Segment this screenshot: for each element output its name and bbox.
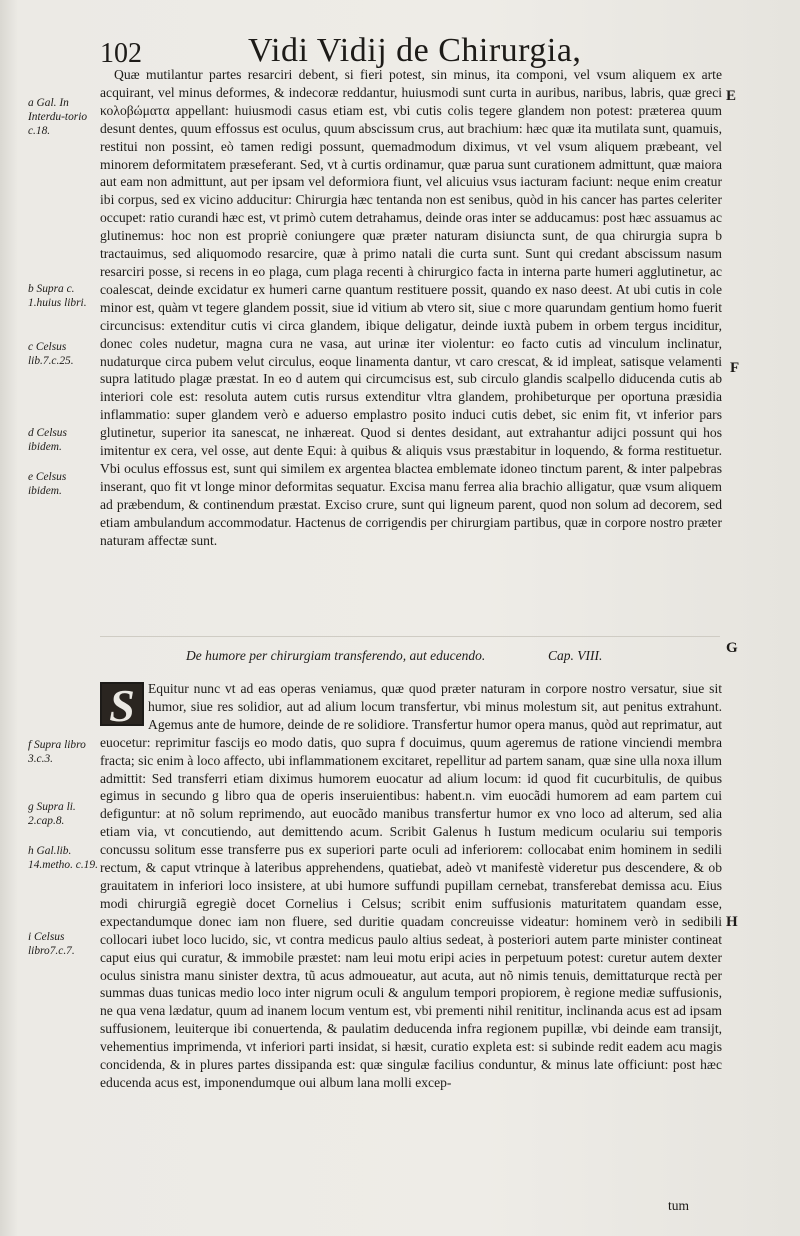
chapter-title: De humore per chirurgiam transferendo, aut educendo.: [186, 648, 486, 663]
page-number: 102: [100, 38, 142, 69]
paragraph-mutilated-parts: Quæ mutilantur partes resarciri debent, si fieri potest, sin minus, ita componi, vel vsum aliquem ex arte acquirant, vel minus deformes, & indecoræ reddantur, huiusmodi sunt curta in auribus, naribus, labris, quæ greci κολοβώματα appellant: huiusmodi casus etiam est, vbi cutis colis tegere glandem non potest: præterea quum desunt dentes, quum effossus est oculus, quum abscissum crus, aut brachium: hæc quæ ita mutilata sunt, quamuis, restitui non possint, eò tamen redigi possunt, quemadmodum diximus, vt vel vsum aliquem præbeant, vel minorem deformitatem præseferant. Sed, vt à curtis ordinamur, quæ parua sunt curationem admittunt, quæ maiora aut eam non admittunt, aut per ipsam vel deformiora fiunt, vel alicuius vsus iacturam faciunt: neque enim creatur ibi corpus, sed ex vicino adducitur: Chirurgia hæc tentanda non est senibus, quòd in his cancer has partes celeriter occupet: ratio curandi hæc est, vt primò cutem detrahamus, deinde oras inter se adducamus: post hæc assuamus ac glutinemus: hoc non est propriè coniungere quæ præter naturam disiuncta sunt, de qua chirurgia supra b tractauimus, sed aliquomodo resarcire, quæ à primo natali die curta sunt. Sunt qui credant abscissum nasum resarciri posse, si recens in eo plaga, cum plaga recenti à chirurgico facta in interna parte humeri agglutinetur, ac coalescat, deinde excidatur ex humeri carne quantum restituere possit, quando ex naso deest. At ubi cutis in cole minor est, quàm vt tegere glandem possit, siue id vitium ab vtero sit, siue c more quarundam gentium homo fuerit circuncisus: extenditur cutis vi circa glandem, ibique deligatur, deinde iuxtà pubem in orbem tergus inciditur, donec coles nudetur, magna cura ne vasa, aut urinæ iter violentur: eo facto cutis ad vinculum inclinatur, nudaturque circa pubem velut circulus, eoque linamenta dantur, vt caro crescat, & id impleat, satisque velamenti supra latitudo plagæ præstat. In eo d autem qui circumcisus est, sub circulo glandis scalpello diducenda cutis ab interiori cole est: resoluta autem cutis rursus extenditur vltra glandem, prohibeturque per oportuna præsidia inflammatio: super glandem verò e aduerso emplastro posito induci cutis debet, sic enim fit, vt inferior pars glutinetur, superior ita sanescat, ne inhæreat. Quod si dentes desidant, aut extrahantur adijci possunt qui hos imitentur ex cera, vel osse, aut dente Equi: à quibus & aliquis vsus præstabitur in loquendo, & forma restituetur. Vbi oculus effossus est, sunt qui similem ex argentea blactea emblemate idoneo tinctum parent, & inter palpebras inserant, quo fit vt longe minor deformitas sequatur. Excisa manu ferrea alia brachio alligatur, quæ vsum aliquem ad præbendum, & continendum præstat. Exciso crure, sunt qui ligneum parent, quod non solum ad decorem, sed etiam ambulandum accommodatur. Hactenus de corrigendis per chirurgiam partibus, quæ in corpore nostro præter naturam affectæ sunt.: [100, 67, 722, 548]
margin-letter-e: E: [726, 88, 737, 104]
chapter-number: Cap. VIII.: [548, 648, 603, 663]
marginal-note-c: c Celsus lib.7.c.25.: [28, 341, 74, 367]
running-title: Vidi Vidij de Chirurgia,: [248, 32, 582, 69]
marginal-note-g: g Supra li. 2.cap.8.: [28, 801, 76, 827]
marginal-note-d: d Celsus ibidem.: [28, 427, 67, 453]
marginal-note-i: i Celsus libro7.c.7.: [28, 931, 75, 957]
dropcap-initial: S: [100, 682, 144, 726]
marginal-note-f: f Supra libro 3.c.3.: [28, 739, 86, 765]
marginal-note-e: e Celsus ibidem.: [28, 471, 67, 497]
catchword: tum: [668, 1198, 690, 1213]
chapter-text-block: [100, 680, 722, 1092]
margin-letter-f: F: [730, 360, 740, 376]
paragraph-humor-transfer: [100, 680, 722, 1092]
main-text-block: [100, 66, 722, 549]
section-divider: [100, 636, 720, 637]
marginal-note-h: h Gal.lib. 14.metho. c.19.: [28, 845, 98, 871]
marginal-note-a: a Gal. In Interdu-torio c.18.: [28, 97, 88, 137]
chapter-body-text: Equitur nunc vt ad eas operas veniamus, quæ quod præter naturam in corpore nostro versatur, siue sit humor, siue res solidior, aut ad alium locum transfertur, vbi minus molestum sit, aut penitus extrahunt. Agemus ante de humore, deinde de re solidiore. Transfertur humor opera manus, quòd aut reprimatur, aut euocetur: reprimitur fascijs eo modo datis, quo supra f docuimus, quum ageremus de ratione vinciendi membra fracta; sic enim à loco affecto, ubi inflammationem excitaret, repellitur ad partem sanam, quæ sine ulla noxa illum admittit: Sed transferri etiam diximus humorem euocatur ad alium locum: id quod fit cucurbitulis, de quibus egimus in secundo g libro qua de operis inseruientibus: habent.n. vim euocãdi humorem ad eam partem cui defiguntur: at nõ solum reprimendo, aut euocãdo manibus transfertur humor ex vno loco ad alterum, sed alia etiam via, vt concutiendo, aut demittendo acum. Scribit Galenus h Iustum medicum oculariu sui temporis concussu solitum esse transferre pus ex superiori parte oculi ad inferiorem: collocabat enim hominem in sedili rectum, & caput vtrinque à lateribus apprehendens, quatiebat, adeò vt manifestè videretur pus descendere, & ob grauitatem in inferiori loco insistere, at ubi humore suffundi pupillam cernebat, transferebat demissa acu. Eius modi chirurgiã egregiè docet Cornelius i Celsus; scribit enim suffusionis maturitatem quandam esse, expectandumque donec iam non fluere, sed duritie quadam concreuisse videatur: hominem verò in sedibili collocari iubet loco lucido, sic, vt contra medicus paulo altius sedeat, à posteriori autem parte minister contineat caput eius qui curatur, & immobile præstet: nam leui motu eripi acies in perpetuum potest: curetur autem dexter oculus sinistra manu sinister dextra, tũ acus admoueatur, aut acuta, aut nõ nimis tenuis, demittaturque rectà per summas duas tunicas medio loco inter nigrum oculi & angulum tempori propiorem, è regione mediæ suffusionis, ne qua vena lædatur, quum ad inanem locum ventum est, vbi prementi nihil renititur, inclinanda acus est ad ipsam suffusionem, leuiterque ibi conuertenda, & paulatim deducenda infra regionem pupillæ, vbi deinde eam transijt, vehementius imprimenda, vt inferiori parti insidat, si hæsit, curatio expleta est: si subinde redit eadem acu magis concidenda, & in plures partes dissipanda est: quæ singulæ facilius conduntur, & minus late officiunt: post hæc educenda acus est, imponendumque oui album lana molli excep-: [100, 681, 722, 1090]
margin-letter-h: H: [726, 914, 738, 930]
marginal-note-b: b Supra c. 1.huius libri.: [28, 283, 87, 309]
margin-letter-g: G: [726, 640, 738, 656]
